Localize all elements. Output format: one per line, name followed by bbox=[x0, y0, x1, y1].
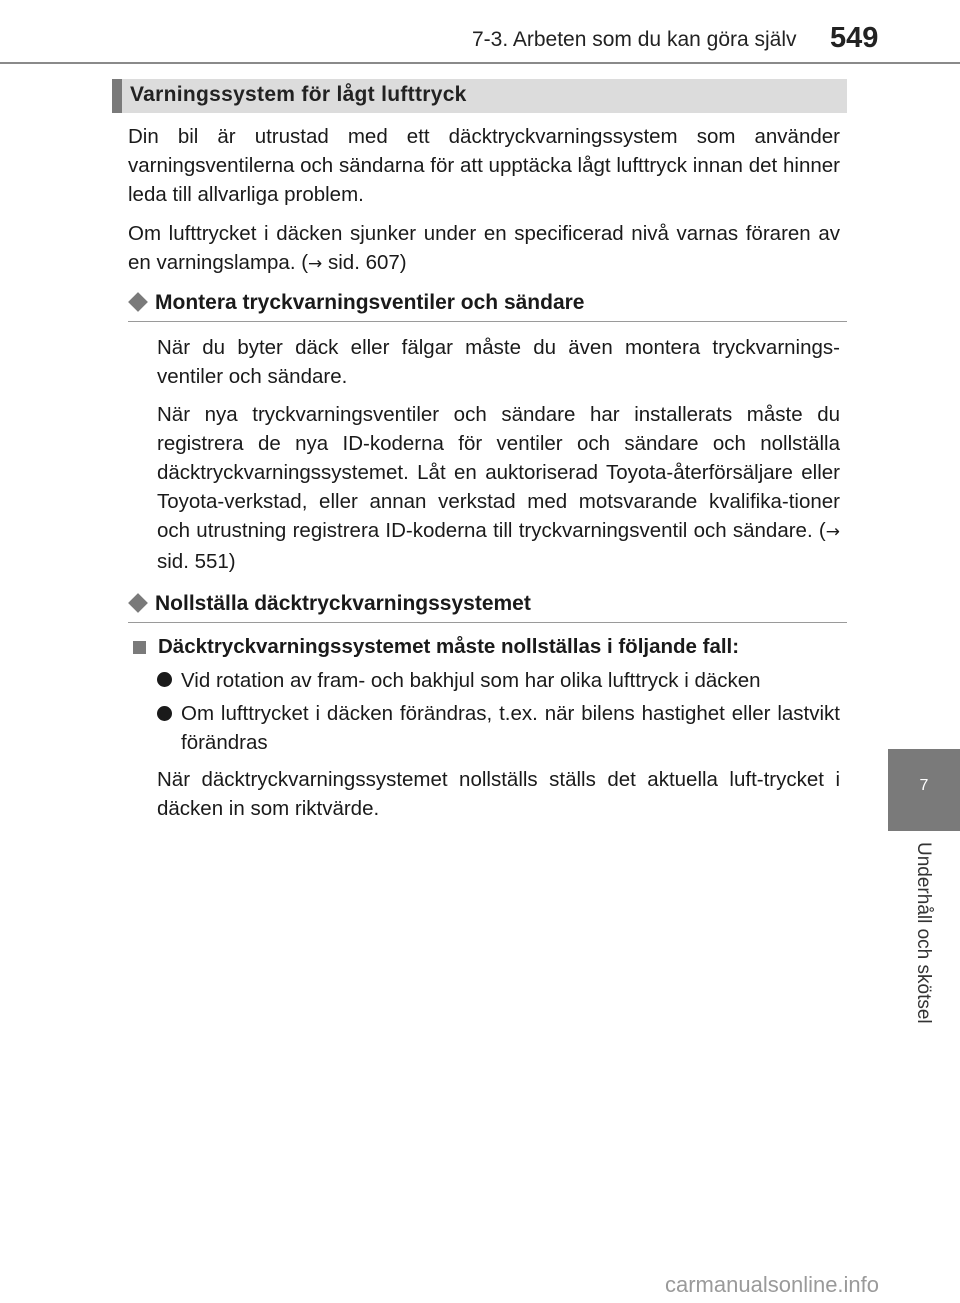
page-number: 549 bbox=[830, 22, 879, 54]
section-title: Varningssystem för lågt lufttryck bbox=[130, 83, 467, 106]
subsection-1-paragraph-1: När du byter däck eller fälgar måste du även montera tryckvarnings-ventiler och sändare. bbox=[157, 336, 840, 388]
arrow-right-icon: → bbox=[825, 522, 840, 542]
chapter-number: 7 bbox=[919, 777, 929, 794]
subsection-1-heading bbox=[128, 291, 585, 315]
bullet-item-1: Vid rotation av fram- och bakhjul som har olika lufttryck i däcken bbox=[181, 669, 761, 692]
watermark-text: carmanualsonline.info bbox=[665, 1272, 880, 1297]
subsection-1-paragraph-2 bbox=[157, 400, 840, 576]
subsection-1-paragraph-2-text: När nya tryckvarningsventiler och sändare har installerats måste du registrera de nya ID-koderna för ventiler och sändare och nollställa däcktryckvarningssystemet. Låt en auktoriserad Toyota-återförsäljare eller Toyota-verkstad, eller annan verkstad med motsvarande kvalifika-tioner och utrustning registrera ID-koderna till tryckvarningsventil och sändare. ( bbox=[157, 403, 840, 542]
chapter-label: Underhåll och skötsel bbox=[913, 842, 934, 1024]
intro-paragraph-2-text: Om lufttrycket i däcken sjunker under en specificerad nivå varnas föraren av en varningslampa. ( bbox=[128, 222, 840, 274]
subsection-1-title: Montera tryckvarningsventiler och sändare bbox=[155, 291, 585, 314]
diamond-bullet-icon bbox=[128, 594, 148, 614]
chapter-tab[interactable] bbox=[888, 749, 960, 831]
square-bullet-icon bbox=[133, 641, 146, 654]
subsection-2-divider bbox=[128, 622, 847, 623]
bullet-item-2: Om lufttrycket i däcken förändras, t.ex. när bilens hastighet eller lastvikt förändras bbox=[181, 702, 840, 754]
header-divider bbox=[0, 62, 960, 64]
section-title-bar bbox=[112, 79, 847, 113]
arrow-right-icon: → bbox=[308, 254, 323, 274]
running-header-section: 7-3. Arbeten som du kan göra själv bbox=[472, 28, 797, 51]
round-bullet-icon bbox=[157, 706, 172, 721]
page-reference-link[interactable]: sid. 607) bbox=[322, 251, 407, 274]
round-bullet-icon bbox=[157, 672, 172, 687]
intro-paragraph-1: Din bil är utrustad med ett däcktryckvarningssystem som använder varningsventilerna och sändarna för att upptäcka lågt lufttryck innan det hinner leda till allvarliga problem. bbox=[128, 125, 840, 206]
diamond-bullet-icon bbox=[128, 293, 148, 313]
subsection-2-title: Nollställa däcktryckvarningssystemet bbox=[155, 592, 531, 615]
closing-paragraph: När däcktryckvarningssystemet nollställs ställs det aktuella luft-trycket i däcken in som riktvärde. bbox=[157, 768, 840, 820]
reset-conditions-heading: Däcktryckvarningssystemet måste nollställas i följande fall: bbox=[158, 635, 740, 658]
intro-paragraph-2 bbox=[128, 219, 840, 279]
page-reference-link[interactable]: sid. 551) bbox=[157, 550, 236, 573]
subsection-2-heading bbox=[128, 592, 531, 616]
subsection-1-divider bbox=[128, 321, 847, 322]
